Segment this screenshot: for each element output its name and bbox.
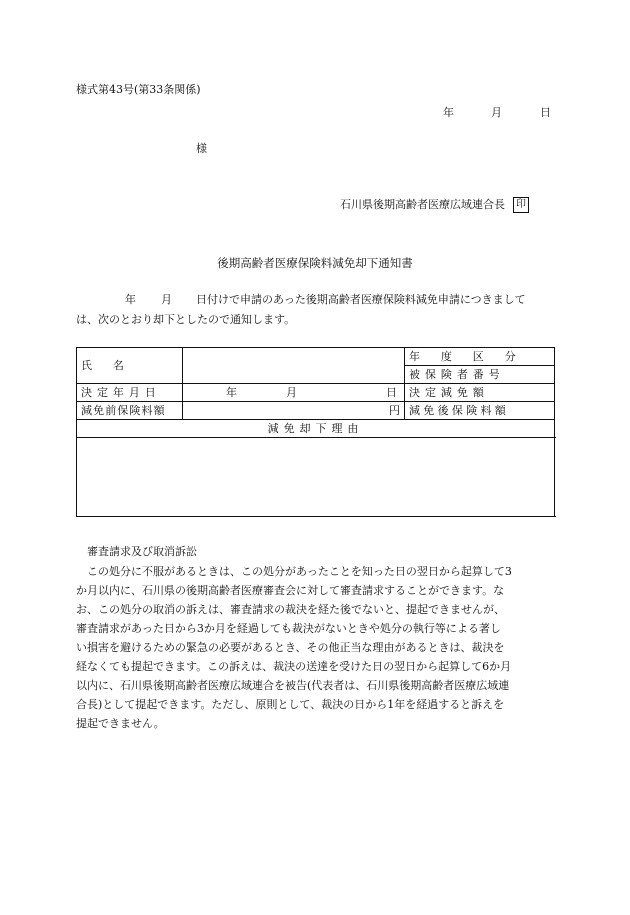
appeal-line: 審査請求があった日から3か月を経過しても裁決がないときや処分の執行等による著し (76, 622, 501, 635)
appeal-line: 経なくても提起できます。この訴えは、裁決の送達を受けた日の翌日から起算して6か月 (76, 660, 512, 673)
appeal-line: か月以内に、石川県の後期高齢者医療審査会に対して審査請求することができます。な (76, 584, 505, 597)
decision-date-label: 決定年月日 (77, 384, 183, 402)
issue-date-year: 年 (443, 106, 454, 119)
addressee-suffix: 様 (196, 142, 207, 155)
before-premium-value: 円 (183, 402, 405, 420)
after-premium-label: 減免後保険料額 (405, 402, 555, 420)
intro-line2: は、次のとおり却下としたので通知します。 (76, 313, 296, 326)
decision-date-year: 年 (226, 385, 237, 399)
before-premium-label: 減免前保険料額 (77, 402, 183, 420)
decision-date-day: 日 (386, 385, 397, 399)
issuer-name: 石川県後期高齢者医療広域連合長 (340, 198, 505, 211)
seal-mark: 印 (513, 197, 529, 213)
appeal-line: 合長)として提起できます。ただし、原則として、裁決の日から1年を経過すると訴えを (76, 698, 505, 711)
decision-date-month: 月 (286, 385, 297, 399)
insured-number-label: 被保険者番号 (405, 366, 555, 384)
appeal-heading: 審査請求及び取消訴訟 (87, 545, 197, 558)
name-value (183, 348, 405, 384)
appeal-line: お、この処分の取消の訴えは、審査請求の裁決を経た後でないと、提起できませんが、 (76, 603, 505, 616)
notice-table (76, 347, 555, 517)
fiscal-year-label: 年 度 区 分 (405, 348, 555, 366)
reason-body (77, 438, 555, 517)
appeal-line: 提起できません。 (76, 717, 165, 730)
issue-date-day: 日 (540, 106, 551, 119)
form-number: 様式第43号(第33条関係) (76, 83, 201, 96)
name-label: 氏 名 (77, 348, 183, 384)
document-title: 後期高齢者医療保険料減免却下通知書 (217, 256, 413, 270)
intro-month: 月 (161, 293, 172, 306)
reduction-amount-label: 決定減免額 (405, 384, 555, 402)
issue-date-month: 月 (491, 106, 502, 119)
decision-date-value (183, 384, 405, 402)
appeal-paragraph (76, 562, 556, 733)
intro-line1-rest: 日付けで申請のあった後期高齢者医療保険料減免申請につきまして (196, 293, 526, 306)
issue-date (443, 106, 551, 120)
issuer (340, 197, 529, 213)
reason-header: 減免却下理由 (77, 420, 555, 438)
appeal-line: 以内に、石川県後期高齢者医療広域連合を被告(代表者は、石川県後期高齢者医療広域連 (76, 679, 510, 692)
appeal-line: い損害を避けるための緊急の必要があるとき、その他正当な理由があるときは、裁決を (76, 641, 505, 654)
appeal-line: この処分に不服があるときは、この処分があったことを知った日の翌日から起算して3 (76, 565, 512, 578)
intro-year: 年 (125, 293, 136, 306)
